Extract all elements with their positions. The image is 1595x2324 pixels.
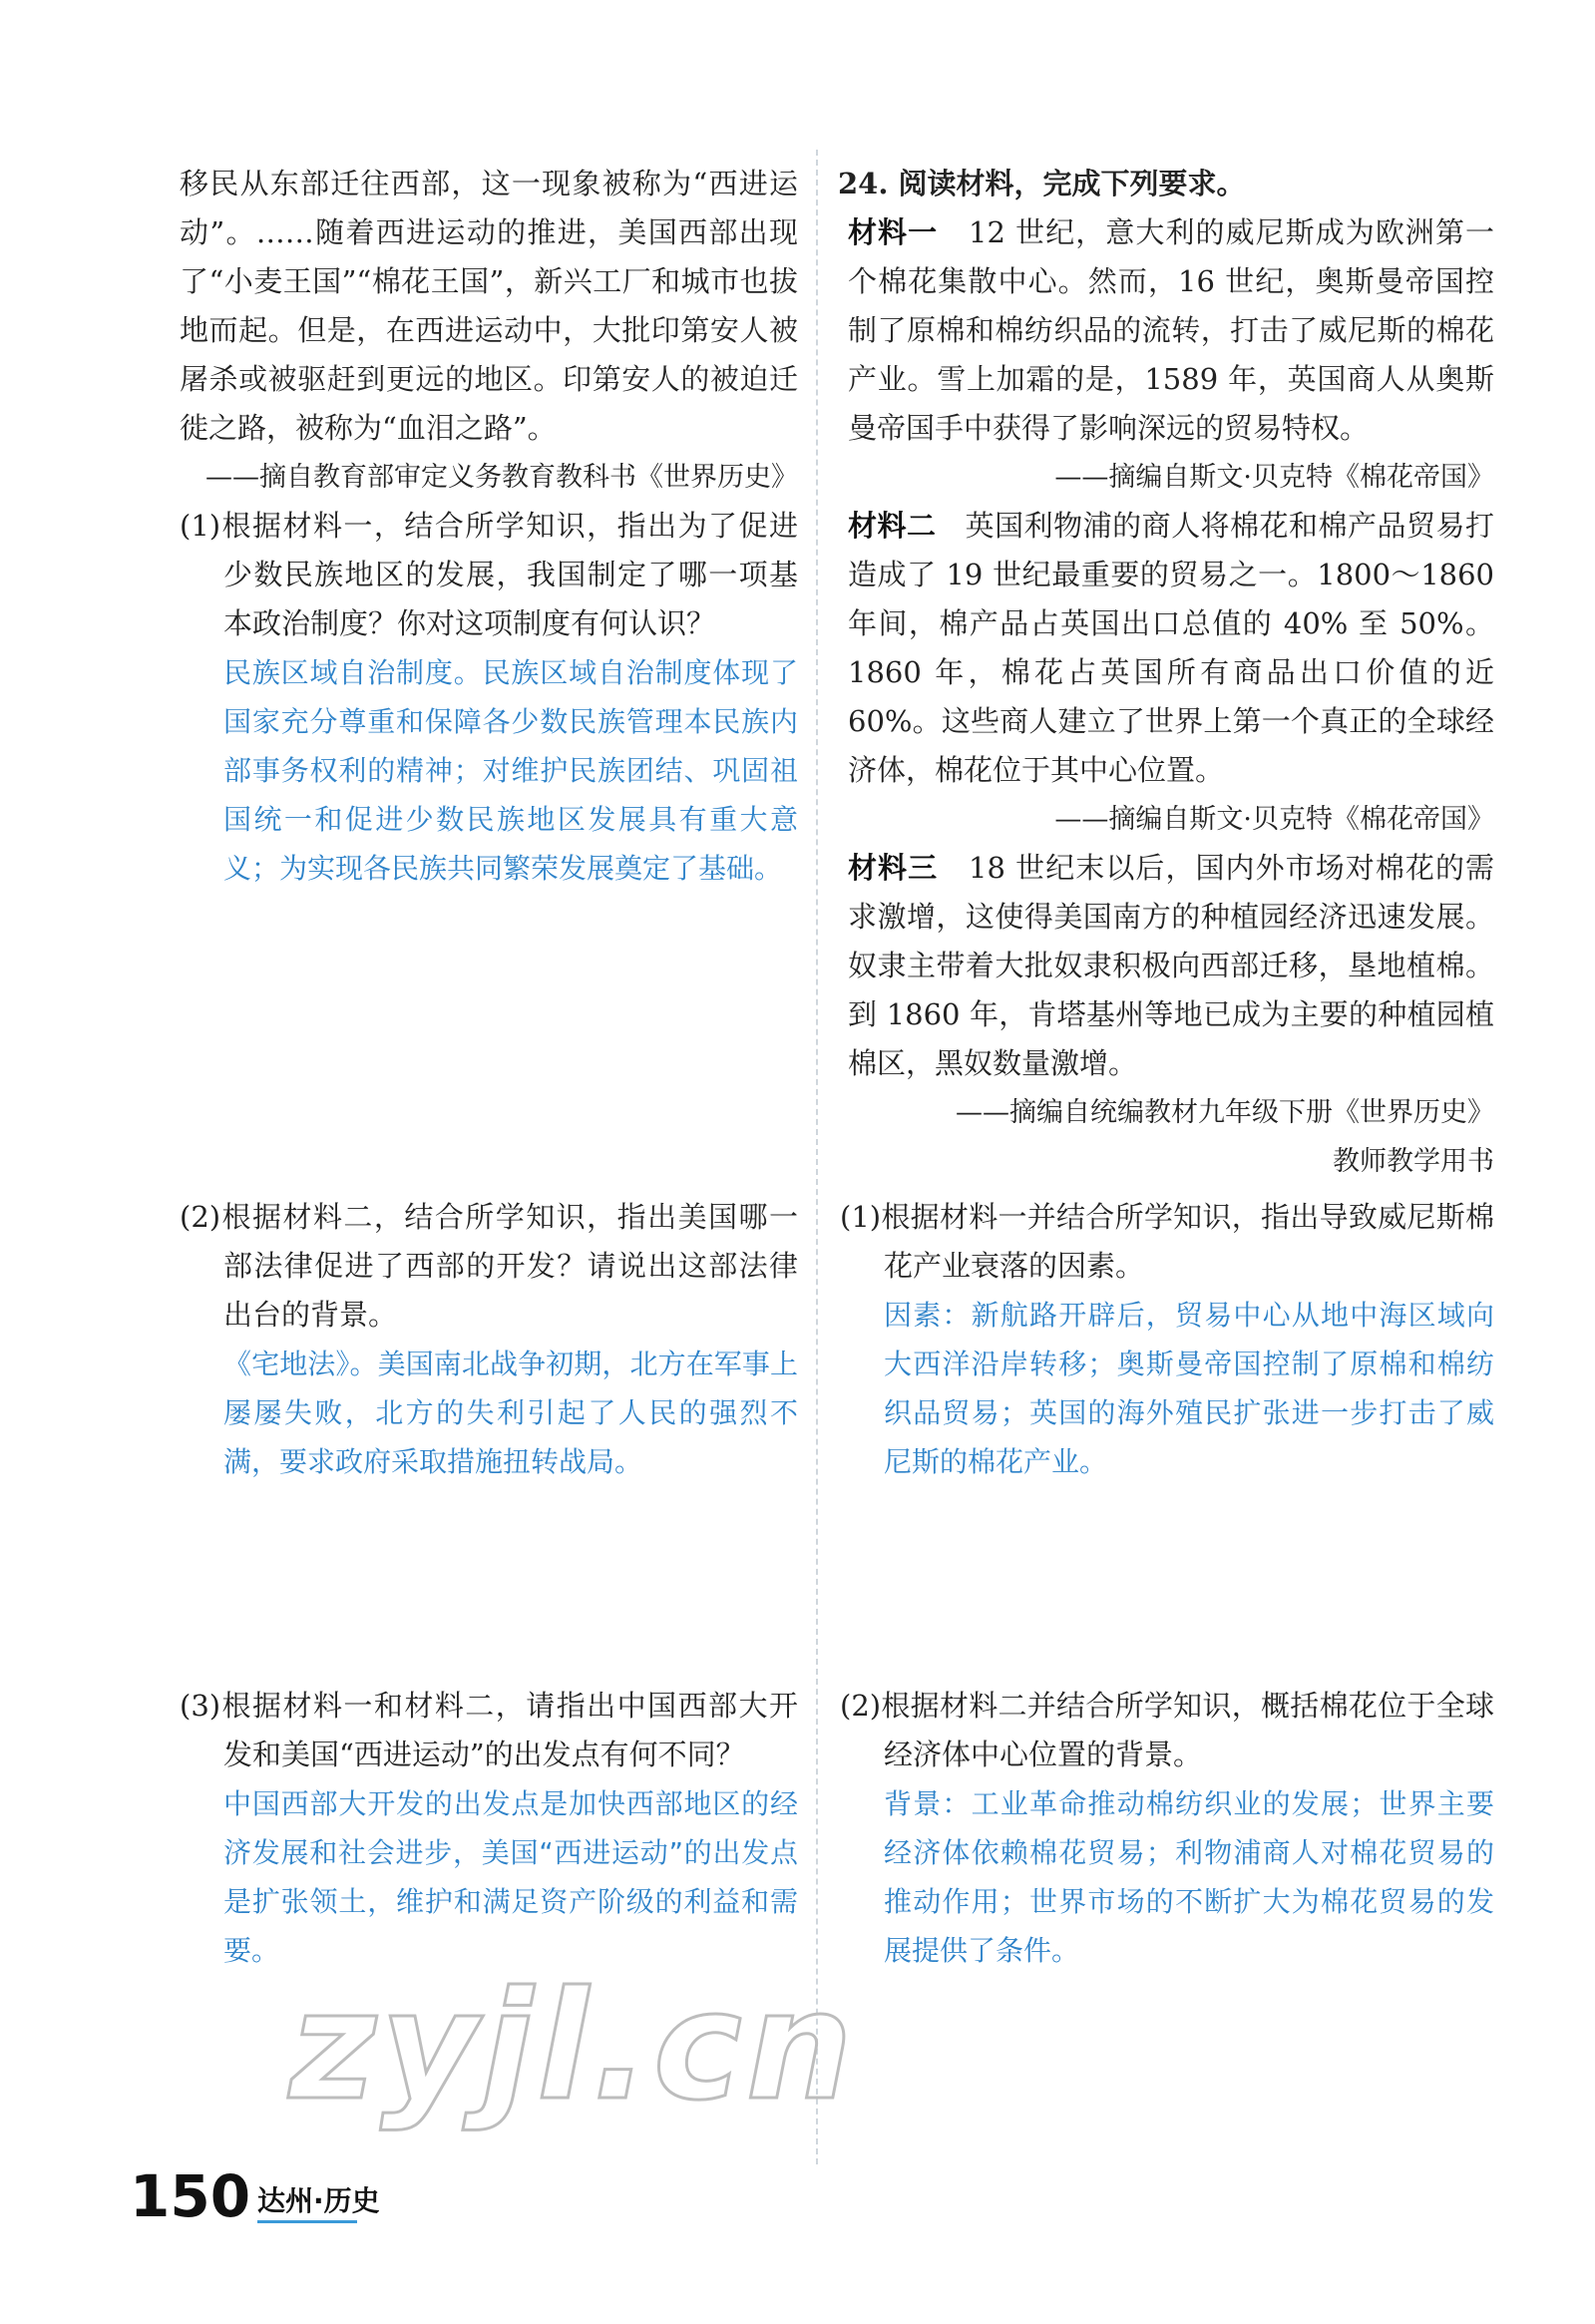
answer-1-left: 民族区域自治制度。民族区域自治制度体现了国家充分尊重和保障各少数民族管理本民族内部事务权利的精神；对维护民族团结、巩固祖国统一和促进少数民族地区发展具有重大意义；为实现各民族共同繁荣发展奠定了基础。 xyxy=(223,656,798,885)
column-divider xyxy=(816,150,818,2164)
question-1-right: (1)根据材料一并结合所学知识，指出导致威尼斯棉花产业衰落的因素。 xyxy=(840,1200,1494,1283)
left-q2-block xyxy=(180,1193,798,1486)
question-1-left: (1)根据材料一，结合所学知识，指出为了促进少数民族地区的发展，我国制定了哪一项基本政治制度？你对这项制度有何认识？ xyxy=(180,509,798,640)
right-q1-block xyxy=(840,1193,1494,1486)
passage-source: ——摘自教育部审定义务教育教科书《世界历史》 xyxy=(205,462,798,493)
answer-2-left: 《宅地法》。美国南北战争初期，北方在军事上屡屡失败，北方的失利引起了人民的强烈不满，要求政府采取措施扭转战局。 xyxy=(223,1348,798,1478)
material-3 xyxy=(840,844,1494,1088)
right-q2-block xyxy=(840,1682,1494,1975)
material-1-source: ——摘编自斯文·贝克特《棉花帝国》 xyxy=(1054,462,1494,493)
footer-accent-line xyxy=(257,2220,357,2223)
page-number: 150 xyxy=(130,2162,251,2230)
material-2-text: 英国利物浦的商人将棉花和棉产品贸易打造成了 19 世纪最重要的贸易之一。1800～1860 年间，棉产品占英国出口总值的 40% 至 50%。1860 年，棉花占英国所有商品出口价值的近 60%。这些商人建立了世界上第一个真正的全球经济体，棉花位于其中心位置。 xyxy=(848,509,1494,787)
answer-3-left: 中国西部大开发的出发点是加快西部地区的经济发展和社会进步，美国“西进运动”的出发点是扩张领土，维护和满足资产阶级的利益和需要。 xyxy=(223,1787,798,1967)
material-1-label: 材料一 xyxy=(848,215,939,249)
material-1 xyxy=(840,208,1494,453)
material-2-label: 材料二 xyxy=(848,509,937,543)
material-1-text: 12 世纪，意大利的威尼斯成为欧洲第一个棉花集散中心。然而，16 世纪，奥斯曼帝国控制了原棉和棉纺织品的流转，打击了威尼斯的棉花产业。雪上加霜的是，1589 年，英国商人从奥斯曼帝国手中获得了影响深远的贸易特权。 xyxy=(848,215,1494,445)
material-3-source-2: 教师教学用书 xyxy=(1333,1146,1494,1177)
material-2-source: ——摘编自斯文·贝克特《棉花帝国》 xyxy=(1054,804,1494,835)
page-section-title: 达州·历史 xyxy=(257,2184,380,2217)
material-2 xyxy=(840,502,1494,795)
watermark-logo: zyjl.cn xyxy=(289,1960,857,2133)
passage-text: 移民从东部迁往西部，这一现象被称为“西进运动”。……随着西进运动的推进，美国西部出现了“小麦王国”“棉花王国”，新兴工厂和城市也拔地而起。但是，在西进运动中，大批印第安人被屠杀或被驱赶到更远的地区。印第安人的被迫迁徙之路，被称为“血泪之路”。 xyxy=(180,167,798,445)
material-3-source-1: ——摘编自统编教材九年级下册《世界历史》 xyxy=(956,1097,1494,1128)
material-3-text: 18 世纪末以后，国内外市场对棉花的需求激增，这使得美国南方的种植园经济迅速发展。奴隶主带着大批奴隶积极向西部迁移，垦地植棉。到 1860 年，肯塔基州等地已成为主要的种植园植棉区，黑奴数量激增。 xyxy=(848,851,1494,1080)
left-q3-block xyxy=(180,1682,798,1975)
question-2-left: (2)根据材料二，结合所学知识，指出美国哪一部法律促进了西部的开发？请说出这部法律出台的背景。 xyxy=(180,1200,798,1332)
material-3-label: 材料三 xyxy=(848,851,939,885)
answer-1-right: 因素：新航路开辟后，贸易中心从地中海区域向大西洋沿岸转移；奥斯曼帝国控制了原棉和棉纺织品贸易；英国的海外殖民扩张进一步打击了威尼斯的棉花产业。 xyxy=(884,1299,1494,1478)
left-column xyxy=(180,160,798,893)
question-24-title: 24. 阅读材料，完成下列要求。 xyxy=(838,167,1246,200)
question-3-left: (3)根据材料一和材料二，请指出中国西部大开发和美国“西进运动”的出发点有何不同？ xyxy=(180,1689,798,1771)
question-2-right: (2)根据材料二并结合所学知识，概括棉花位于全球经济体中心位置的背景。 xyxy=(840,1689,1494,1771)
answer-2-right: 背景：工业革命推动棉纺织业的发展；世界主要经济体依赖棉花贸易；利物浦商人对棉花贸易的推动作用；世界市场的不断扩大为棉花贸易的发展提供了条件。 xyxy=(884,1787,1494,1967)
right-column xyxy=(840,160,1494,1186)
